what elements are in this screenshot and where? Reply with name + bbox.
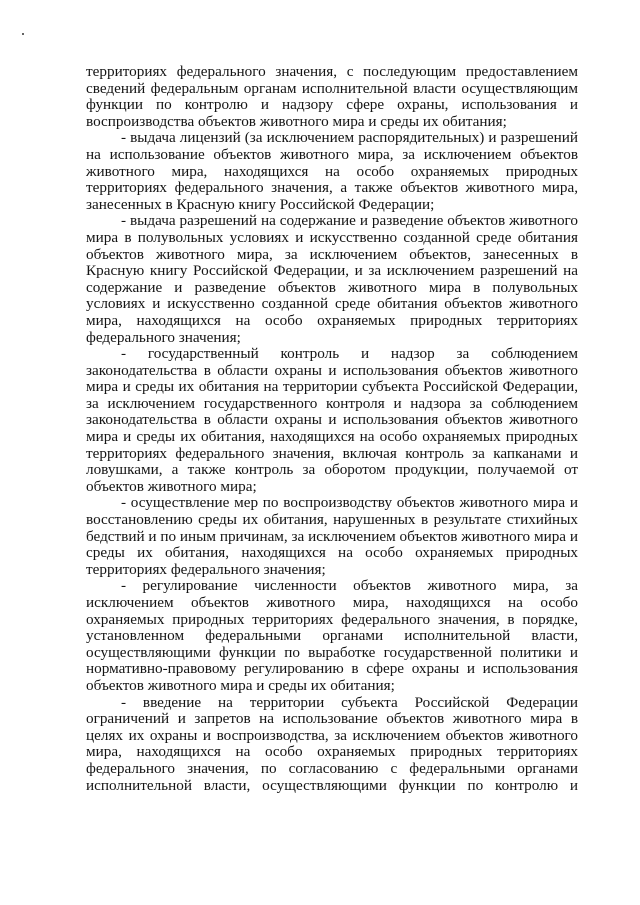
list-item-breeding-permits: - выдача разрешений на содержание и разведение объектов животного мира в полувольных условиях и искусственно созданной среде обитания объектов животного мира, за исключением объектов, занесенных в Красную книгу Российской Федерации, и за исключением разрешений на содержание и разведение объектов животного мира в полувольных условиях и искусственно созданной среде обитания объектов животного мира, находящихся на особо охраняемых природных территориях федерального значения; bbox=[86, 212, 578, 346]
paragraph-continuation: территориях федерального значения, с последующим предоставлением сведений федеральным органам исполнительной власти осуществляющим функции по контролю и надзору сфере охраны, использования и воспроизводства объектов животного мира и среды их обитания; bbox=[86, 63, 578, 130]
list-item-restrictions: - введение на территории субъекта Российской Федерации ограничений и запретов на использование объектов животного мира в целях их охраны и воспроизводства, за исключением объектов животного мира, находящихся на особо охраняемых природных территориях федерального значения, по согласованию с федеральными органами исполнительной власти, осуществляющими функции по контролю и bbox=[86, 693, 578, 794]
scan-speck bbox=[22, 33, 24, 35]
list-item-state-control: - государственный контроль и надзор за соблюдением законодательства в области охраны и использования объектов животного мира и среды их обитания на территории субъекта Российской Федерации, за исключением государственного контроля и надзора за соблюдением законодательства в области охраны и использования объектов животного мира и среды их обитания, находящихся на особо охраняемых природных территориях федерального значения, включая контроль за капканами и ловушками, а также контроль за оборотом продукции, получаемой от объектов животного мира; bbox=[86, 345, 578, 495]
list-item-reproduction-measures: - осуществление мер по воспроизводству объектов животного мира и восстановлению среды их обитания, нарушенных в результате стихийных бедствий и по иным причинам, за исключением объектов животного мира и среды их обитания, находящихся на особо охраняемых природных территориях федерального значения; bbox=[86, 494, 578, 578]
list-item-population-regulation: - регулирование численности объектов животного мира, за исключением объектов животного мира, находящихся на особо охраняемых природных территориях федерального значения, в порядке, установленном федеральными органами исполнительной власти, осуществляющими функции по выработке государственной политики и нормативно-правовому регулированию в сфере охраны и использования объектов животного мира и среды их обитания; bbox=[86, 577, 578, 694]
document-page bbox=[86, 64, 578, 794]
list-item-licenses: - выдача лицензий (за исключением распорядительных) и разрешений на использование объектов животного мира, за исключением объектов животного мира, находящихся на особо охраняемых природных территориях федерального значения, а также объектов животного мира, занесенных в Красную книгу Российской Федерации; bbox=[86, 129, 578, 213]
